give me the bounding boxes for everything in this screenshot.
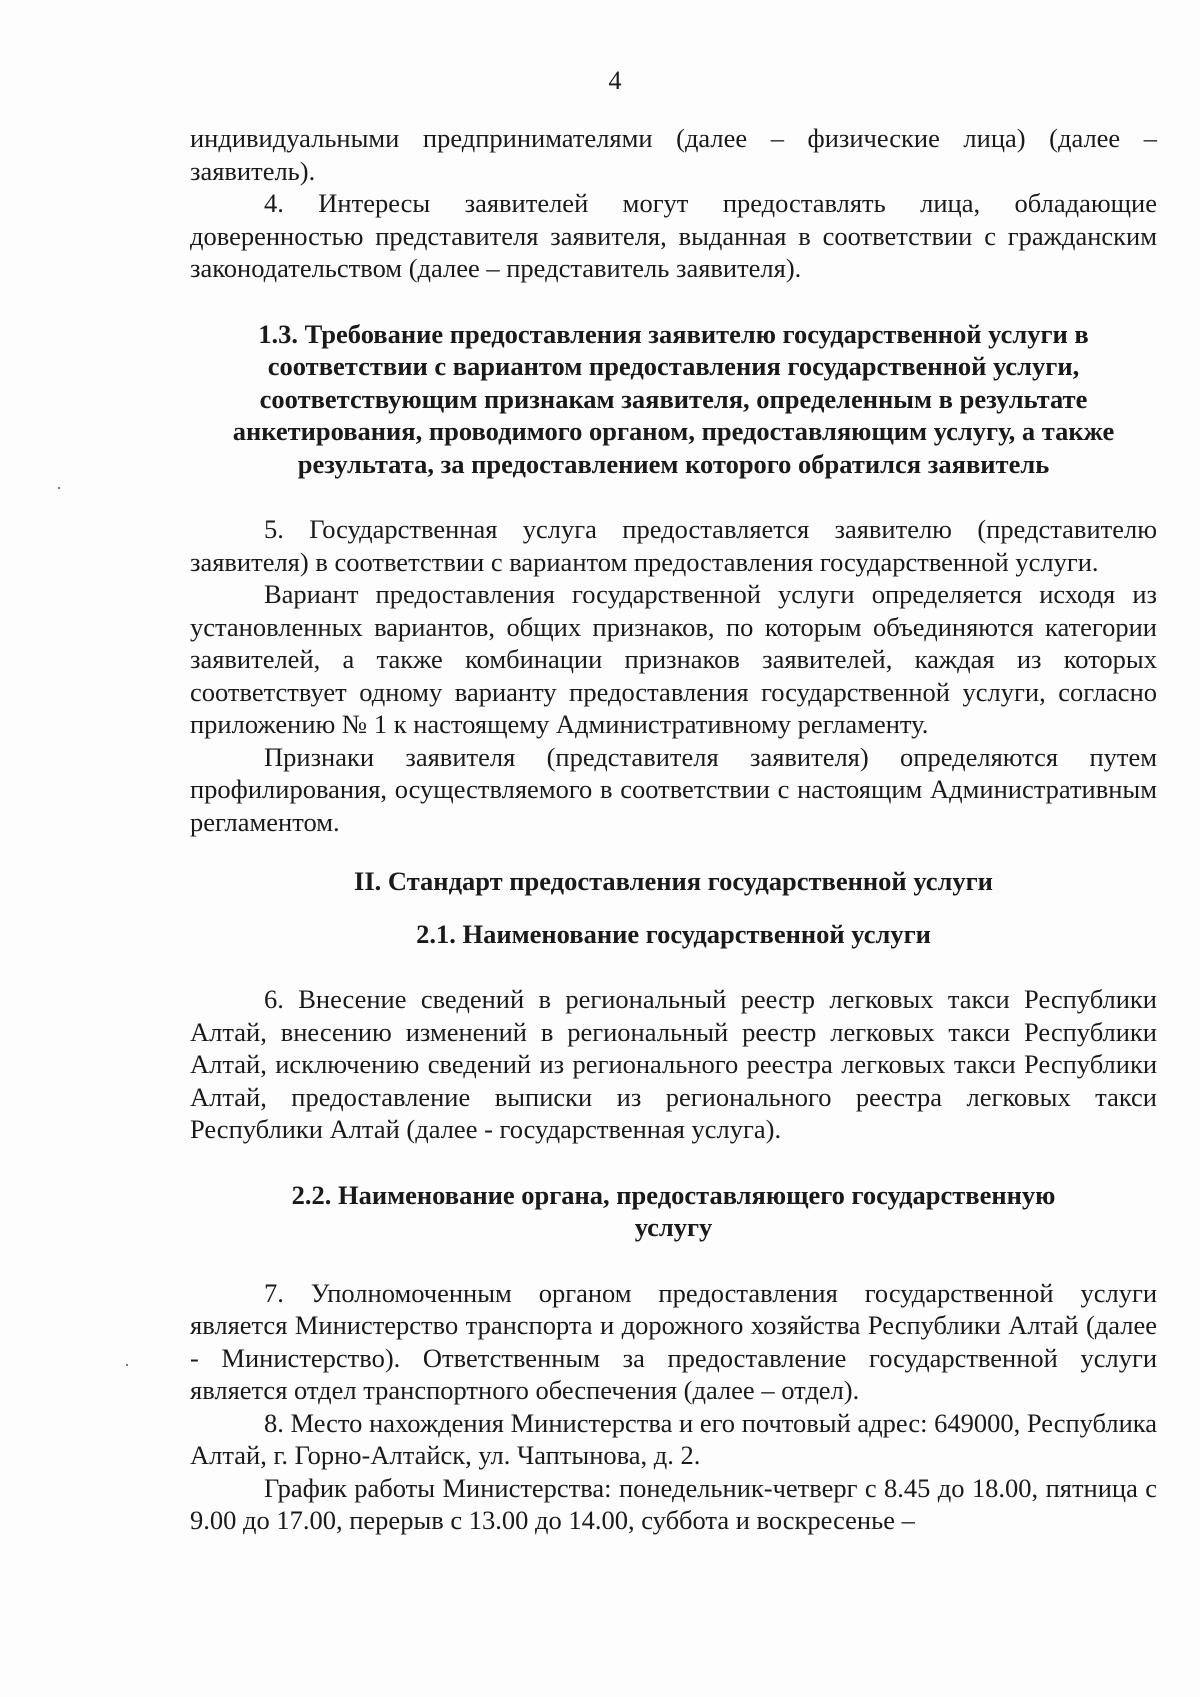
chapter-heading-ii: II. Стандарт предоставления государственной услуги — [354, 866, 993, 896]
paragraph-working-hours: График работы Министерства: понедельник-четверг с 8.45 до 18.00, пятница с 9.00 до 17.00, перерыв с 13.00 до 14.00, суббота и воскресенье – — [190, 1472, 1157, 1535]
paragraph-item-7: 7. Уполномоченным органом предоставления государственной услуги является Министерство транспорта и дорожного хозяйства Республики Алтай (далее - Министерство). Ответственным за предоставление государственной услуги является отдел транспортного обеспечения (далее – отдел). — [190, 1277, 1157, 1405]
section-heading-1-3: 1.3. Требование предоставления заявителю государственной услуги в соответствии с вариантом предоставления государственной услуги, соответствующим признакам заявителя, определенным в результате анкетирования, проводимого органом, предоставляющим услугу, а также результата, за предоставлением которого обратился заявитель — [232, 318, 1115, 479]
paragraph-applicant-definition: индивидуальными предпринимателями (далее – физические лица) (далее – заявитель). — [190, 123, 1157, 186]
section-heading-2-2: 2.2. Наименование органа, предоставляющего государственную услугу — [291, 1179, 1056, 1242]
paragraph-item-4: 4. Интересы заявителей могут предоставлять лица, обладающие доверенностью представителя заявителя, выданная в соответствии с гражданским законодательством (далее – представитель заявителя). — [190, 188, 1157, 283]
paragraph-item-6: 6. Внесение сведений в региональный реестр легковых такси Республики Алтай, внесению изменений в региональный реестр легковых такси Республики Алтай, исключению сведений из регионального реестра легковых такси Республики Алтай, предоставление выписки из регионального реестра легковых такси Республики Алтай (далее - государственная услуга). — [190, 984, 1157, 1144]
paragraph-applicant-attributes: Признаки заявителя (представителя заявителя) определяются путем профилирования, осуществляемого в соответствии с настоящим Административным регламентом. — [190, 741, 1157, 837]
section-heading-2-1: 2.1. Наименование государственной услуги — [416, 918, 931, 949]
document-body — [190, 122, 1157, 1537]
page-number: 4 — [608, 66, 622, 95]
paragraph-item-5: 5. Государственная услуга предоставляется заявителю (представителю заявителя) в соответствии с вариантом предоставления государственной услуги. — [190, 514, 1157, 577]
paragraph-item-8: 8. Место нахождения Министерства и его почтовый адрес: 649000, Республика Алтай, г. Горно-Алтайск, ул. Чаптынова, д. 2. — [190, 1407, 1157, 1470]
scan-speck — [126, 1364, 128, 1366]
scan-speck — [58, 487, 60, 489]
paragraph-variant-definition: Вариант предоставления государственной услуги определяется исходя из установленных вариантов, общих признаков, по которым объединяются категории заявителей, а также комбинации признаков заявителей, каждая из которых соответствует одному варианту предоставления государственной услуги, согласно приложению № 1 к настоящему Административному регламенту. — [190, 579, 1157, 739]
